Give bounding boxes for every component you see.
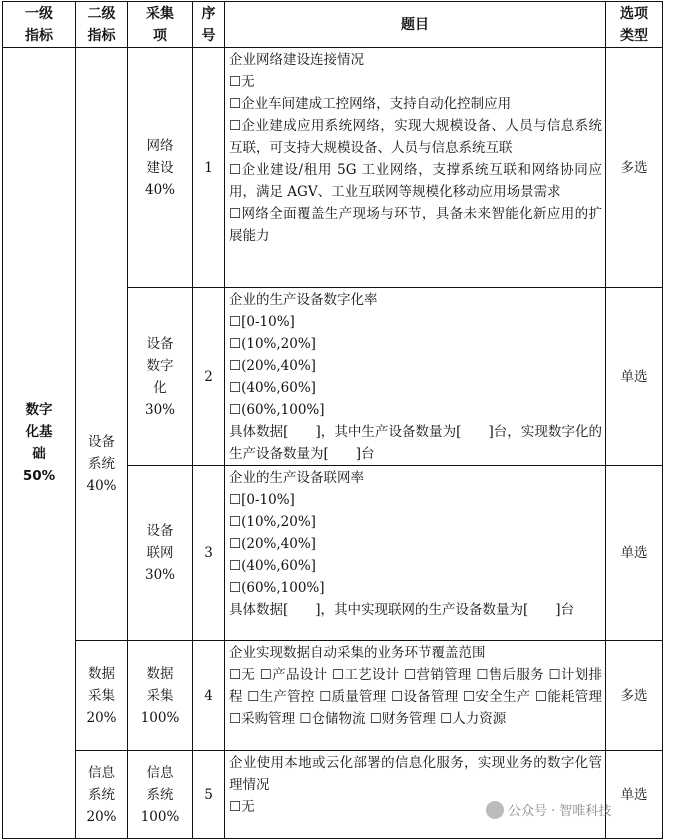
level2-indicator: 设备系统 40% bbox=[76, 288, 128, 641]
question-title: 企业的生产设备数字化率 bbox=[229, 292, 378, 308]
wechat-icon bbox=[486, 801, 504, 819]
seq-number: 2 bbox=[193, 288, 225, 466]
header-seq: 序号 bbox=[193, 2, 225, 48]
seq-number: 4 bbox=[193, 641, 225, 751]
collect-item: 数据采集 100% bbox=[128, 641, 193, 751]
seq-number: 3 bbox=[193, 466, 225, 641]
level2-indicator: 信息系统 20% bbox=[76, 751, 128, 839]
level1-weight: 50% bbox=[22, 468, 56, 484]
question-cell bbox=[225, 466, 606, 641]
table-row bbox=[3, 48, 663, 288]
table-row bbox=[3, 751, 663, 839]
option-item[interactable]: ☐企业建成应用系统网络，实现大规模设备、人员与信息系统互联，可支持大规模设备、人员与信息系统互联 bbox=[229, 118, 602, 156]
question-cell bbox=[225, 751, 606, 839]
seq-number: 5 bbox=[193, 751, 225, 839]
question-detail: 具体数据[ ]，其中实现联网的生产设备数量为[ ]台 bbox=[229, 602, 575, 618]
survey-table bbox=[2, 1, 663, 839]
option-item[interactable]: ☐(10%,20%] bbox=[229, 514, 316, 530]
question-title: 企业使用本地或云化部署的信息化服务，实现业务的数字化管理情况 bbox=[229, 755, 602, 793]
option-item[interactable]: ☐(60%,100%] bbox=[229, 580, 325, 596]
header-question: 题目 bbox=[225, 2, 606, 48]
option-type: 多选 bbox=[606, 641, 663, 751]
header-level2: 二级指标 bbox=[76, 2, 128, 48]
level2-indicator: 数据采集 20% bbox=[76, 641, 128, 751]
option-item[interactable]: ☐(40%,60%] bbox=[229, 558, 316, 574]
option-item[interactable]: ☐无 bbox=[229, 74, 255, 90]
watermark-text: 公众号 · 智唯科技 bbox=[508, 804, 612, 819]
option-item[interactable]: ☐企业车间建成工控网络，支持自动化控制应用 bbox=[229, 96, 512, 112]
seq-number: 1 bbox=[193, 48, 225, 288]
option-item[interactable]: ☐(60%,100%] bbox=[229, 402, 325, 418]
collect-item: 设备数字化 30% bbox=[128, 288, 193, 466]
option-type: 单选 bbox=[606, 288, 663, 466]
collect-item: 设备联网 30% bbox=[128, 466, 193, 641]
question-cell bbox=[225, 48, 606, 288]
level1-indicator bbox=[3, 48, 76, 839]
header-type: 选项类型 bbox=[606, 2, 663, 48]
option-item[interactable]: ☐网络全面覆盖生产现场与环节，具备未来智能化新应用的扩展能力 bbox=[229, 206, 602, 244]
question-cell bbox=[225, 641, 606, 751]
option-item[interactable]: ☐(20%,40%] bbox=[229, 536, 316, 552]
option-item[interactable]: ☐(40%,60%] bbox=[229, 380, 316, 396]
header-row bbox=[3, 2, 663, 48]
header-collect: 采集项 bbox=[128, 2, 193, 48]
question-title: 企业网络建设连接情况 bbox=[229, 52, 364, 68]
option-type: 多选 bbox=[606, 48, 663, 288]
question-detail: 具体数据[ ]，其中生产设备数量为[ ]台，实现数字化的生产设备数量为[ ]台 bbox=[229, 424, 602, 462]
option-type: 单选 bbox=[606, 466, 663, 641]
question-title: 企业的生产设备联网率 bbox=[229, 470, 364, 486]
question-title: 企业实现数据自动采集的业务环节覆盖范围 bbox=[229, 645, 486, 661]
collect-item: 网络建设 40% bbox=[128, 48, 193, 288]
option-item[interactable]: ☐企业建设/租用 5G 工业网络，支撑系统互联和网络协同应用，满足 AGV、工业互联网等规模化移动应用场景需求 bbox=[229, 162, 602, 200]
option-item[interactable]: ☐[0-10%] bbox=[229, 492, 295, 508]
collect-item: 信息系统 100% bbox=[128, 751, 193, 839]
table-row bbox=[3, 641, 663, 751]
option-item[interactable]: ☐(10%,20%] bbox=[229, 336, 316, 352]
watermark bbox=[486, 800, 611, 819]
option-item[interactable]: ☐无 bbox=[229, 799, 255, 815]
level1-label: 数字化基础 bbox=[25, 402, 53, 462]
level2-blank-top bbox=[76, 48, 128, 288]
option-item[interactable]: ☐(20%,40%] bbox=[229, 358, 316, 374]
header-level1: 一级指标 bbox=[3, 2, 76, 48]
table-row bbox=[3, 288, 663, 466]
option-type: 单选 bbox=[606, 751, 663, 839]
option-list[interactable]: ☐无 ☐产品设计 ☐工艺设计 ☐营销管理 ☐售后服务 ☐计划排程 ☐生产管控 ☐质量管理 ☐设备管理 ☐安全生产 ☐能耗管理 ☐采购管理 ☐仓储物流 ☐财务管理 ☐人力资源 bbox=[229, 667, 602, 727]
option-item[interactable]: ☐[0-10%] bbox=[229, 314, 295, 330]
question-cell bbox=[225, 288, 606, 466]
